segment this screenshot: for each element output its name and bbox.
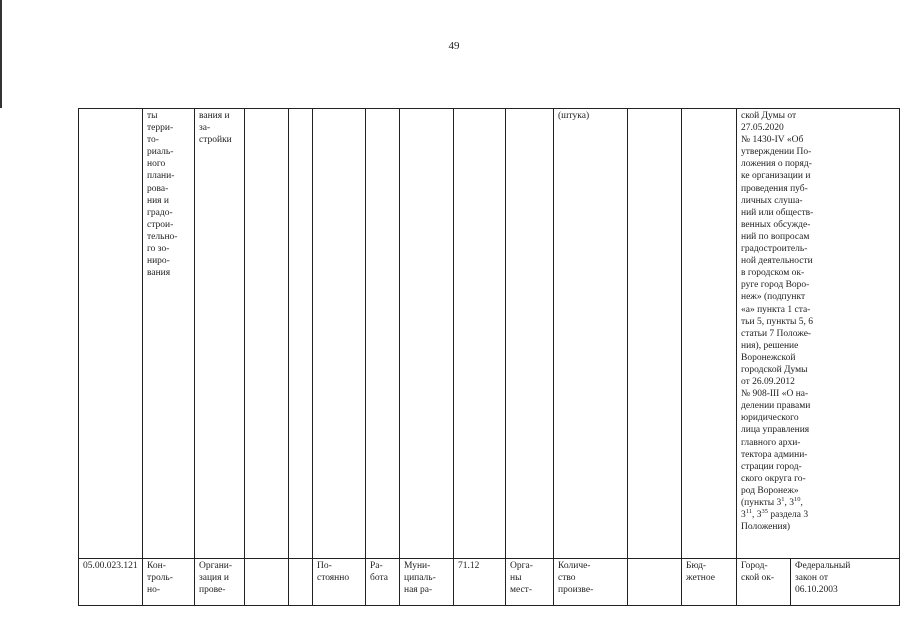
superscript: 10	[793, 496, 801, 503]
table-cell	[506, 109, 554, 559]
table-cell: Город- ской ок-	[737, 559, 791, 606]
table-cell: Муни- ципаль- ная ра-	[400, 559, 454, 606]
table-cell: Ра- бота	[366, 559, 400, 606]
table-cell	[313, 109, 366, 559]
superscript: 11	[745, 508, 753, 516]
table-cell	[245, 559, 289, 606]
table-cell	[289, 559, 313, 606]
superscript: 35	[761, 508, 769, 516]
table-cell: вания и за- стройки	[195, 109, 245, 559]
page-number: 49	[448, 40, 460, 52]
table-cell	[245, 109, 289, 559]
table-cell	[628, 559, 682, 606]
table-row	[79, 559, 900, 606]
table-cell-code: 05.00.023.121	[79, 559, 143, 606]
table-row	[79, 109, 900, 559]
table-cell: По- стоянно	[313, 559, 366, 606]
table-cell: Количе- ство произве-	[554, 559, 628, 606]
table-cell: (штука)	[554, 109, 628, 559]
table-cell	[79, 109, 143, 559]
table-cell	[682, 109, 737, 559]
legal-basis-text-end: раздела 3 Положения)	[741, 510, 809, 533]
table-cell: Кон- троль- но-	[143, 559, 195, 606]
table-cell: 71.12	[454, 559, 506, 606]
scan-edge-line	[0, 0, 2, 108]
table-cell: ты терри- то- риаль- ного плани- рова- ния и градо- строи- тельно- го зо- ниро- вания	[143, 109, 195, 559]
legal-basis-cell: ской Думы от 27.05.2020 № 1430-IV «Об утверждении По- ложения о поряд- ке организации и проведения пуб- личных слуша- ний или обществ- венных обсужде- ний по вопросам градостроитель- ной деятельности в городском ок- руге город Воро- неж» (подпункт «а» пункта 1 ста- тьи 5, пункты 5, 6 статьи 7 Положе- ния), решение Воронежской городской Думы от 26.09.2012 № 908-III «О на- делении правами юридического лица управления главного архи- тектора админи- страции город- ского округа го- род Воронеж» (пункты $3^1$, $3^{10}$, $3^{11}$, $3^{35}$ раздела 3 Положения)	[737, 109, 900, 559]
legal-basis-text: ской Думы от 27.05.2020 № 1430-IV «Об утверждении По- ложения о поряд- ке организации и проведения пуб- личных слуша- ний или обществ- венных обсужде- ний по вопросам градостроитель- ной деятельности в городском ок- руге город Воро- неж» (подпункт «а» пункта 1 ста- тьи 5, пункты 5, 6 статьи 7 Положе- ния), решение Воронежской городской Думы от 26.09.2012 № 908-III «О на- делении правами юридического лица управления главного архи- тектора админи- страции город- ского округа го- род Воронеж» (пункты 3	[741, 111, 814, 508]
regulation-table	[78, 108, 900, 606]
table-cell: Органи- зация и прове-	[195, 559, 245, 606]
superscript: 1	[781, 496, 785, 503]
table-cell: Федеральный закон от 06.10.2003	[791, 559, 900, 606]
table-cell	[289, 109, 313, 559]
table-cell	[628, 109, 682, 559]
table-cell	[400, 109, 454, 559]
table-cell	[366, 109, 400, 559]
table-cell: Бюд- жетное	[682, 559, 737, 606]
table-cell: Орга- ны мест-	[506, 559, 554, 606]
table-cell	[454, 109, 506, 559]
